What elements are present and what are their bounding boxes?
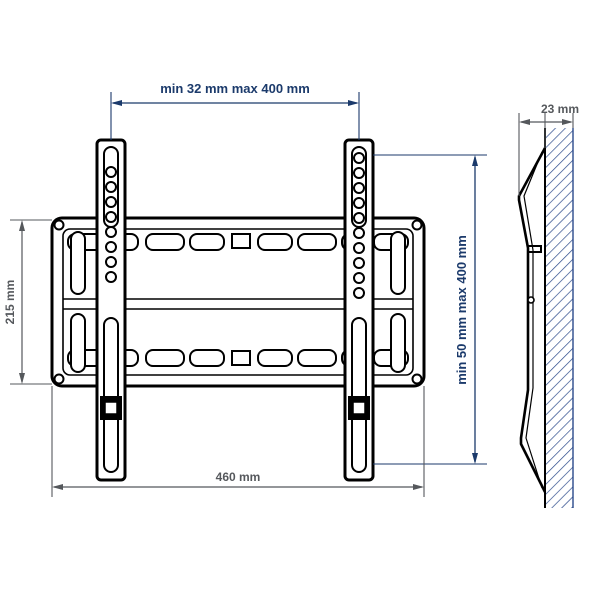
rail-hole (106, 257, 116, 267)
rail-hole (354, 258, 364, 268)
left-plate-vertical-slot (71, 232, 85, 294)
arrow-head-left (519, 119, 530, 125)
rail-hole (106, 272, 116, 282)
rail-hole (354, 243, 364, 253)
rail-hole (354, 273, 364, 283)
rail-hole (106, 197, 116, 207)
slot (146, 350, 184, 366)
corner-hole (55, 375, 64, 384)
slot (298, 350, 336, 366)
corner-hole (413, 221, 422, 230)
side-view-group (519, 128, 573, 508)
left-vertical-rail (97, 140, 125, 480)
rail-hole (354, 183, 364, 193)
arrow-head-top (19, 220, 25, 231)
dimension-label-side: 23 mm (540, 102, 580, 116)
right-rail-lower-slot (352, 318, 366, 472)
dimension-label-bottom: 460 mm (215, 470, 261, 484)
rail-hole (106, 212, 116, 222)
rail-hole (354, 153, 364, 163)
slot (146, 234, 184, 250)
dimension-label-right: min 50 mm max 400 mm (454, 235, 469, 385)
rail-hole (354, 288, 364, 298)
dimension-left-vertical (3, 220, 52, 384)
right-vertical-rail (345, 140, 373, 480)
arrow-head-right (348, 100, 359, 106)
slot (298, 234, 336, 250)
right-plate-vertical-slot (391, 232, 405, 294)
arrow-head-left (52, 484, 63, 490)
square-hole (232, 351, 250, 365)
side-hook-detail (528, 246, 541, 252)
side-hole (528, 297, 534, 303)
rail-hole (106, 242, 116, 252)
slot (190, 350, 224, 366)
left-rail-lower-slot (104, 318, 118, 472)
dimension-top-horizontal (111, 81, 359, 140)
arrow-head-left (111, 100, 122, 106)
wall-hatch-band (545, 128, 573, 508)
right-rail-lock-inner (353, 402, 365, 414)
arrow-head-bottom (19, 373, 25, 384)
slot (190, 234, 224, 250)
rail-hole (354, 228, 364, 238)
arrow-head-right (413, 484, 424, 490)
corner-hole (55, 221, 64, 230)
rail-hole (354, 168, 364, 178)
arrow-head-top (472, 155, 478, 166)
square-hole (232, 234, 250, 248)
dimension-label-left: 215 mm (3, 279, 17, 325)
left-plate-vertical-slot-lower (71, 314, 85, 372)
dimension-label-top: min 32 mm max 400 mm (160, 81, 310, 96)
arrow-head-bottom (472, 453, 478, 464)
rail-hole (354, 213, 364, 223)
corner-hole (413, 375, 422, 384)
side-profile-outline (519, 148, 545, 492)
slot (258, 350, 292, 366)
rail-hole (106, 167, 116, 177)
arrow-head-right (562, 119, 573, 125)
rail-hole (106, 227, 116, 237)
rail-hole (354, 198, 364, 208)
left-rail-lock-inner (105, 402, 117, 414)
slot (258, 234, 292, 250)
right-plate-vertical-slot-lower (391, 314, 405, 372)
front-view-group (52, 140, 424, 480)
rail-hole (106, 182, 116, 192)
